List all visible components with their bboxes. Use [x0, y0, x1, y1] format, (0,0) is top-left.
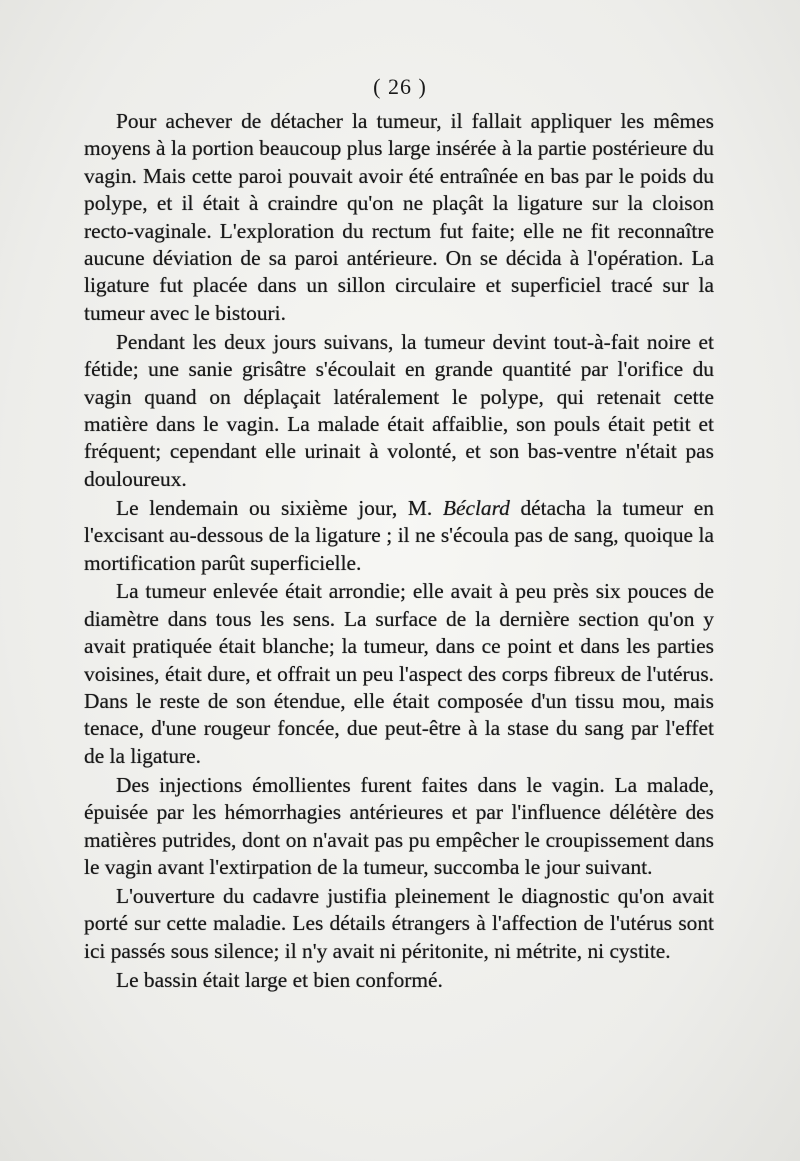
paragraph-3	[84, 495, 714, 577]
paragraph-3-end: détacha la tumeur en l'excisant au-dessous de la ligature ; il ne s'écoula pas de sang, quoique la mortification parût superficielle.	[84, 495, 714, 575]
author-name: Béclard	[442, 495, 510, 520]
body-text	[84, 108, 714, 994]
paragraph-2: Pendant les deux jours suivans, la tumeur devint tout-à-fait noire et fétide; une sanie grisâtre s'écoulait en grande quantité par l'orifice du vagin quand on déplaçait latéralement le polype, qui retenait cette matière dans le vagin. La malade était affaiblie, son pouls était petit et fréquent; cependant elle urinait à volonté, et son bas-ventre n'était pas douloureux.	[84, 329, 714, 491]
paragraph-5: Des injections émollientes furent faites dans le vagin. La malade, épuisée par les hémorrhagies antérieures et par l'influence délétère des matières putrides, dont on n'avait pas pu empêcher le croupissement dans le vagin avant l'extirpation de la tumeur, succomba le jour suivant.	[84, 772, 714, 879]
page-number: ( 26 )	[373, 74, 427, 99]
paragraph-4: La tumeur enlevée était arrondie; elle avait à peu près six pouces de diamètre dans tous les sens. La surface de la dernière section qu'on y avait pratiquée était blanche; la tumeur, dans ce point et dans les parties voisines, était dure, et offrait un peu l'aspect des corps fibreux de l'utérus. Dans le reste de son étendue, elle était composée d'un tissu mou, mais tenace, d'une rougeur foncée, due peut-être à la stase du sang par l'effet de la ligature.	[84, 579, 714, 768]
paragraph-7: Le bassin était large et bien conformé.	[116, 967, 443, 992]
paragraph-1: Pour achever de détacher la tumeur, il fallait appliquer les mêmes moyens à la portion beaucoup plus large insérée à la partie postérieure du vagin. Mais cette paroi pouvait avoir été entraînée en bas par le poids du polype, et il était à craindre qu'on ne plaçât la ligature sur la cloison recto-vaginale. L'exploration du rectum fut faite; elle ne fit reconnaître aucune déviation de sa paroi antérieure. On se décida à l'opération. La ligature fut placée dans un sillon circulaire et superficiel tracé sur la tumeur avec le bistouri.	[84, 109, 714, 325]
paragraph-6: L'ouverture du cadavre justifia pleinement le diagnostic qu'on avait porté sur cette maladie. Les détails étrangers à l'affection de l'utérus sont ici passés sous silence; il n'y avait ni péritonite, ni métrite, ni cystite.	[84, 883, 714, 963]
paragraph-3-start: Le lendemain ou sixième jour, M.	[116, 495, 443, 520]
